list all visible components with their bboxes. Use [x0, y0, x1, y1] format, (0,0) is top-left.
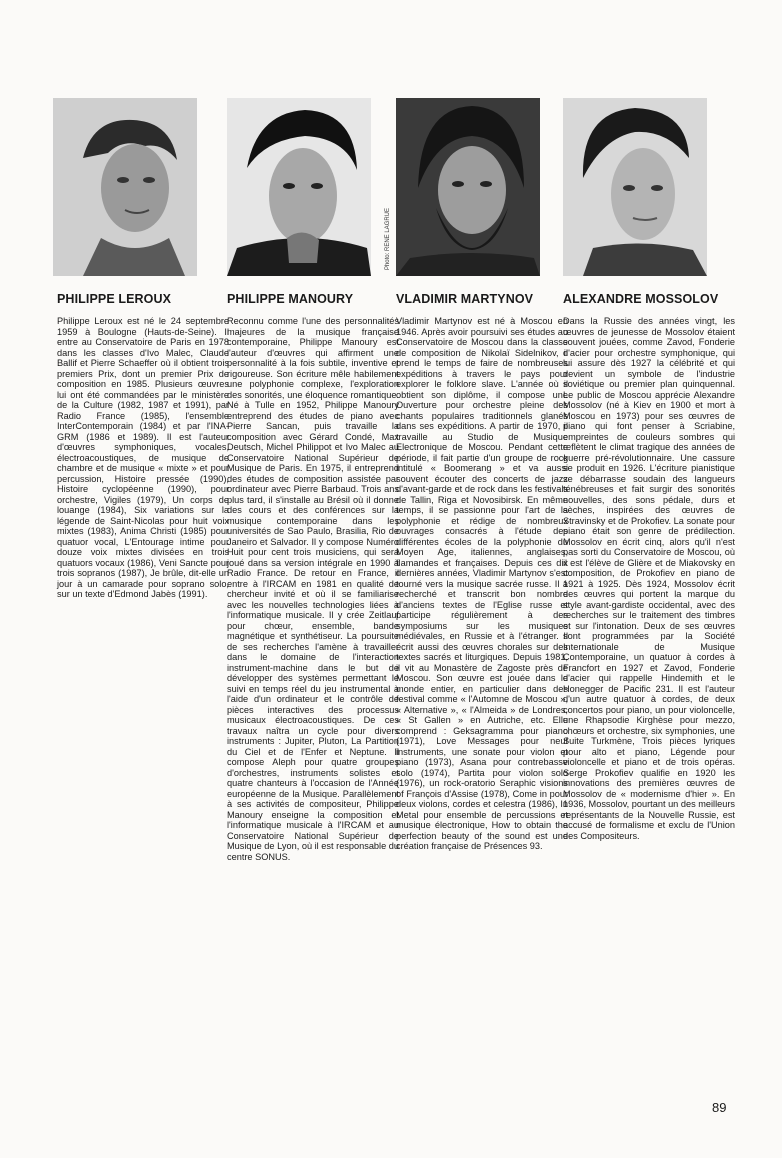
- portrait-photo-leroux: [53, 98, 197, 276]
- composer-column-manoury: [227, 98, 399, 862]
- portrait-photo-manoury: [227, 98, 391, 276]
- page-number: 89: [712, 1100, 727, 1115]
- composer-bio: Philippe Leroux est né le 24 septembre 1959 à Boulogne (Hauts-de-Seine). Il entre au Conservatoire de Paris en 1978 dans les classes d'Ivo Malec, Claude Ballif et Pierre Schaeffer où il obtient trois premiers Prix, dont un premier Prix de composition en 1985. Plusieurs œuvres lui ont été commandées par le ministère de la Culture (1982, 1987 et 1991), par Radio France (1985), l'ensemble InterContemporain (1984) et par l'INA-GRM (1986 et 1989). Il est l'auteur d'œuvres symphoniques, vocales, électroacoustiques, de musique de chambre et de musique « mixte » et pour percussion, Histoire pressée (1990), Histoire cyclopéenne (1990), pour orchestre, Vigiles (1979), Un corps de louange (1984), Six variations sur la légende de Saint-Nicolas pour huit voix mixtes (1983), Anima Christi (1985) pour quatuor vocal, L'Entourage intime pour douze voix mixtes divisées en trois quatuors vocaux (1986), Veni Sancte pour trois sopranos (1987), Je brûle, dit-elle un jour à un camarade pour soprano solo, sur un texte d'Edmond Jabès (1991).: [57, 316, 229, 599]
- composer-name: PHILIPPE MANOURY: [227, 292, 354, 306]
- portrait-photo-mossolov: [563, 98, 707, 276]
- portrait-image: [227, 98, 371, 276]
- portrait-image: [53, 98, 197, 276]
- composer-name: PHILIPPE LEROUX: [57, 292, 172, 306]
- composer-column-mossolov: [563, 98, 735, 841]
- composer-bio: Vladimir Martynov est né à Moscou en 1946. Après avoir poursuivi ses études au Conservatoire de Moscou dans la classe de composition de Nikolaï Sidelnikov, il prend le temps de faire de nombreuses expéditions à travers le pays pour explorer le folklore slave. L'année où il obtient son diplôme, il compose une Ouverture pour orchestre pleine des chants populaires traditionnels glanés dans ses expéditions. A partir de 1970, il travaille au Studio de Musique Electronique de Moscou. Pendant cette période, il fait partie d'un groupe de rock intitulé « Boomerang » et va aussi souvent écouter des concerts de jazz d'avant-garde et de rock dans les festivals de Tallin, Riga et Novosibirsk. En même temps, il se passionne pour l'art de la polyphonie et rédige de nombreux ouvrages consacrés à l'étude des différentes écoles de la polyphonie du Moyen Age, italiennes, anglaises, flamandes et françaises. Depuis ces dix dernières années, Vladimir Martynov s'est tourné vers la musique sacrée russe. Il a recherché et transcrit bon nombre d'anciens textes de l'Eglise russe et participe régulièrement à des symposiums sur les musiques médiévales, en Russie et à l'étranger. Il écrit aussi des œuvres chorales sur des textes sacrés et liturgiques. Depuis 1981, il vit au Monastère de Zagoste près de Moscou. Son œuvre est jouée dans le monde entier, en particulier dans des festival comme « l'Automne de Moscou », « Alternative », « l'Almeida » de Londres, « St Gallen » en Autriche, etc. Elle comprend : Geksagramma pour piano (1971), Love Messages pour neuf instruments, une sonate pour violon et piano (1973), Asana pour contrebasse solo (1974), Partita pour violon solo (1976), un rock-oratorio Seraphic visions of François d'Assise (1978), Come in pour deux violons, cordes et celestra (1986), In Metal pour ensemble de percussions et musique électronique, How to obtain the perfection beauty of the sound est une création française de Présences 93.: [396, 316, 568, 851]
- composer-column-leroux: [57, 98, 229, 600]
- composer-column-martynov: [396, 98, 568, 852]
- composer-bio: Dans la Russie des années vingt, les œuvres de jeunesse de Mossolov étaient souvent jouées, comme Zavod, Fonderie d'acier pour orchestre symphonique, qui lui assure dès 1927 la célébrité et qui devient un symbole de l'industrie soviétique ou premier plan quinquennal. Le public de Moscou apprécie Alexandre Mossolov (né à Kiev en 1900 et mort à Moscou en 1973) pour ses œuvres de piano qui font penser à Scriabine, empreintes de couleurs sombres qui reflètent le climat tragique des années de guerre pré-révolutionnaire. Une cassure se produit en 1926. L'écriture pianistique se débarrasse soudain des langueurs ténébreuses et fait surgir des sonorités nouvelles, des sons pédale, durs et sèches, inspirées des œuvres de Stravinsky et de Prokofiev. La sonate pour piano était son genre de prédilection. Mossolov en écrit cinq, alors qu'il n'est pas sorti du Conservatoire de Moscou, où il est l'élève de Glière et de Miakovsky en composition, de Prokofiev en piano de 1921 à 1925. Dès 1924, Mossolov écrit des œuvres qui portent la marque du style avant-gardiste occidental, avec des recherches sur le traitement des timbres et sur l'intonation. Deux de ses œuvres sont programmées par la Société Internationale de Musique Contemporaine, un quatuor à cordes à Francfort en 1927 et Zavod, Fonderie d'acier qui rappelle Hindemith et le Honegger de Pacific 231. Il est l'auteur d'un autre quatuor à cordes, de deux concertos pour piano, un pour violoncelle, une Rhapsodie Kirghèse pour mezzo, chœurs et orchestre, six symphonies, une Suite Turkmène, Trois pièces lyriques pour alto et piano, Légende pour violoncelle et piano et de trois opéras. Serge Prokofiev qualifie en 1920 les innovations des premières œuvres de Mossolov de « modernisme d'hier ». En 1936, Mossolov, pourtant un des meilleurs représentants de la Nouvelle Russie, est accusé de formalisme et exclu de l'Union des Compositeurs.: [563, 316, 735, 841]
- portrait-image: [563, 98, 707, 276]
- composer-name: ALEXANDRE MOSSOLOV: [563, 292, 719, 306]
- composer-name: VLADIMIR MARTYNOV: [396, 292, 534, 306]
- photo-credit: Photo: RENE LAGRUE: [385, 208, 391, 271]
- portrait-image: [396, 98, 540, 276]
- portrait-photo-martynov: [396, 98, 540, 276]
- composer-bio: Reconnu comme l'une des personnalités majeures de la musique française contemporaine, Philippe Manoury est l'auteur d'œuvres qui affirment une personnalité à la fois subtile, inventive et rigoureuse. Son écriture mêle habilement une polyphonie complexe, l'exploration des sonorités, une éloquence romantique. Né à Tulle en 1952, Philippe Manoury entreprend des études de piano avec Pierre Sancan, puis travaille la composition avec Gérard Condé, Max Deutsch, Michel Philippot et Ivo Malec au Conservatoire National Supérieur de Musique de Paris. En 1975, il entreprend des études de composition assistée par ordinateur avec Pierre Barbaud. Trois ans plus tard, il s'installe au Brésil où il donne des cours et des conférences sur la musique contemporaine dans les universités de Sao Paulo, Brasilia, Rio de Janeiro et Salvador. Il y compose Numéro Huit pour cent trois musiciens, qui sera joué dans sa version intégrale en 1990 à Radio France. De retour en France, il entre à l'IRCAM en 1981 en qualité de chercheur invité et où il se familiarise avec les nouvelles technologies liées à l'informatique musicale. Il y crée Zeitlauf pour chœur, ensemble, bande magnétique et synthétiseur. La poursuite de ses recherches l'amène à travailler dans le domaine de l'interaction instrument-machine dans le but de développer des systèmes permettant le suivi en temps réel du jeu instrumental à l'aide d'un ordinateur et le contrôle de pièces interactives des processus musicaux électroacoustiques. De ces travaux naîtra un cycle pour divers instruments : Jupiter, Pluton, La Partition du Ciel et de l'Enfer et Neptune. Il compose Aleph pour quatre groupes d'orchestres, instruments solistes et quatre chanteurs à l'occasion de l'Année européenne de la Musique. Parallèlement à ses activités de compositeur, Philippe Manoury enseigne la composition et l'informatique musicale à l'IRCAM et au Conservatoire National Supérieur de Musique de Lyon, où il est responsable du centre SONUS.: [227, 316, 399, 862]
